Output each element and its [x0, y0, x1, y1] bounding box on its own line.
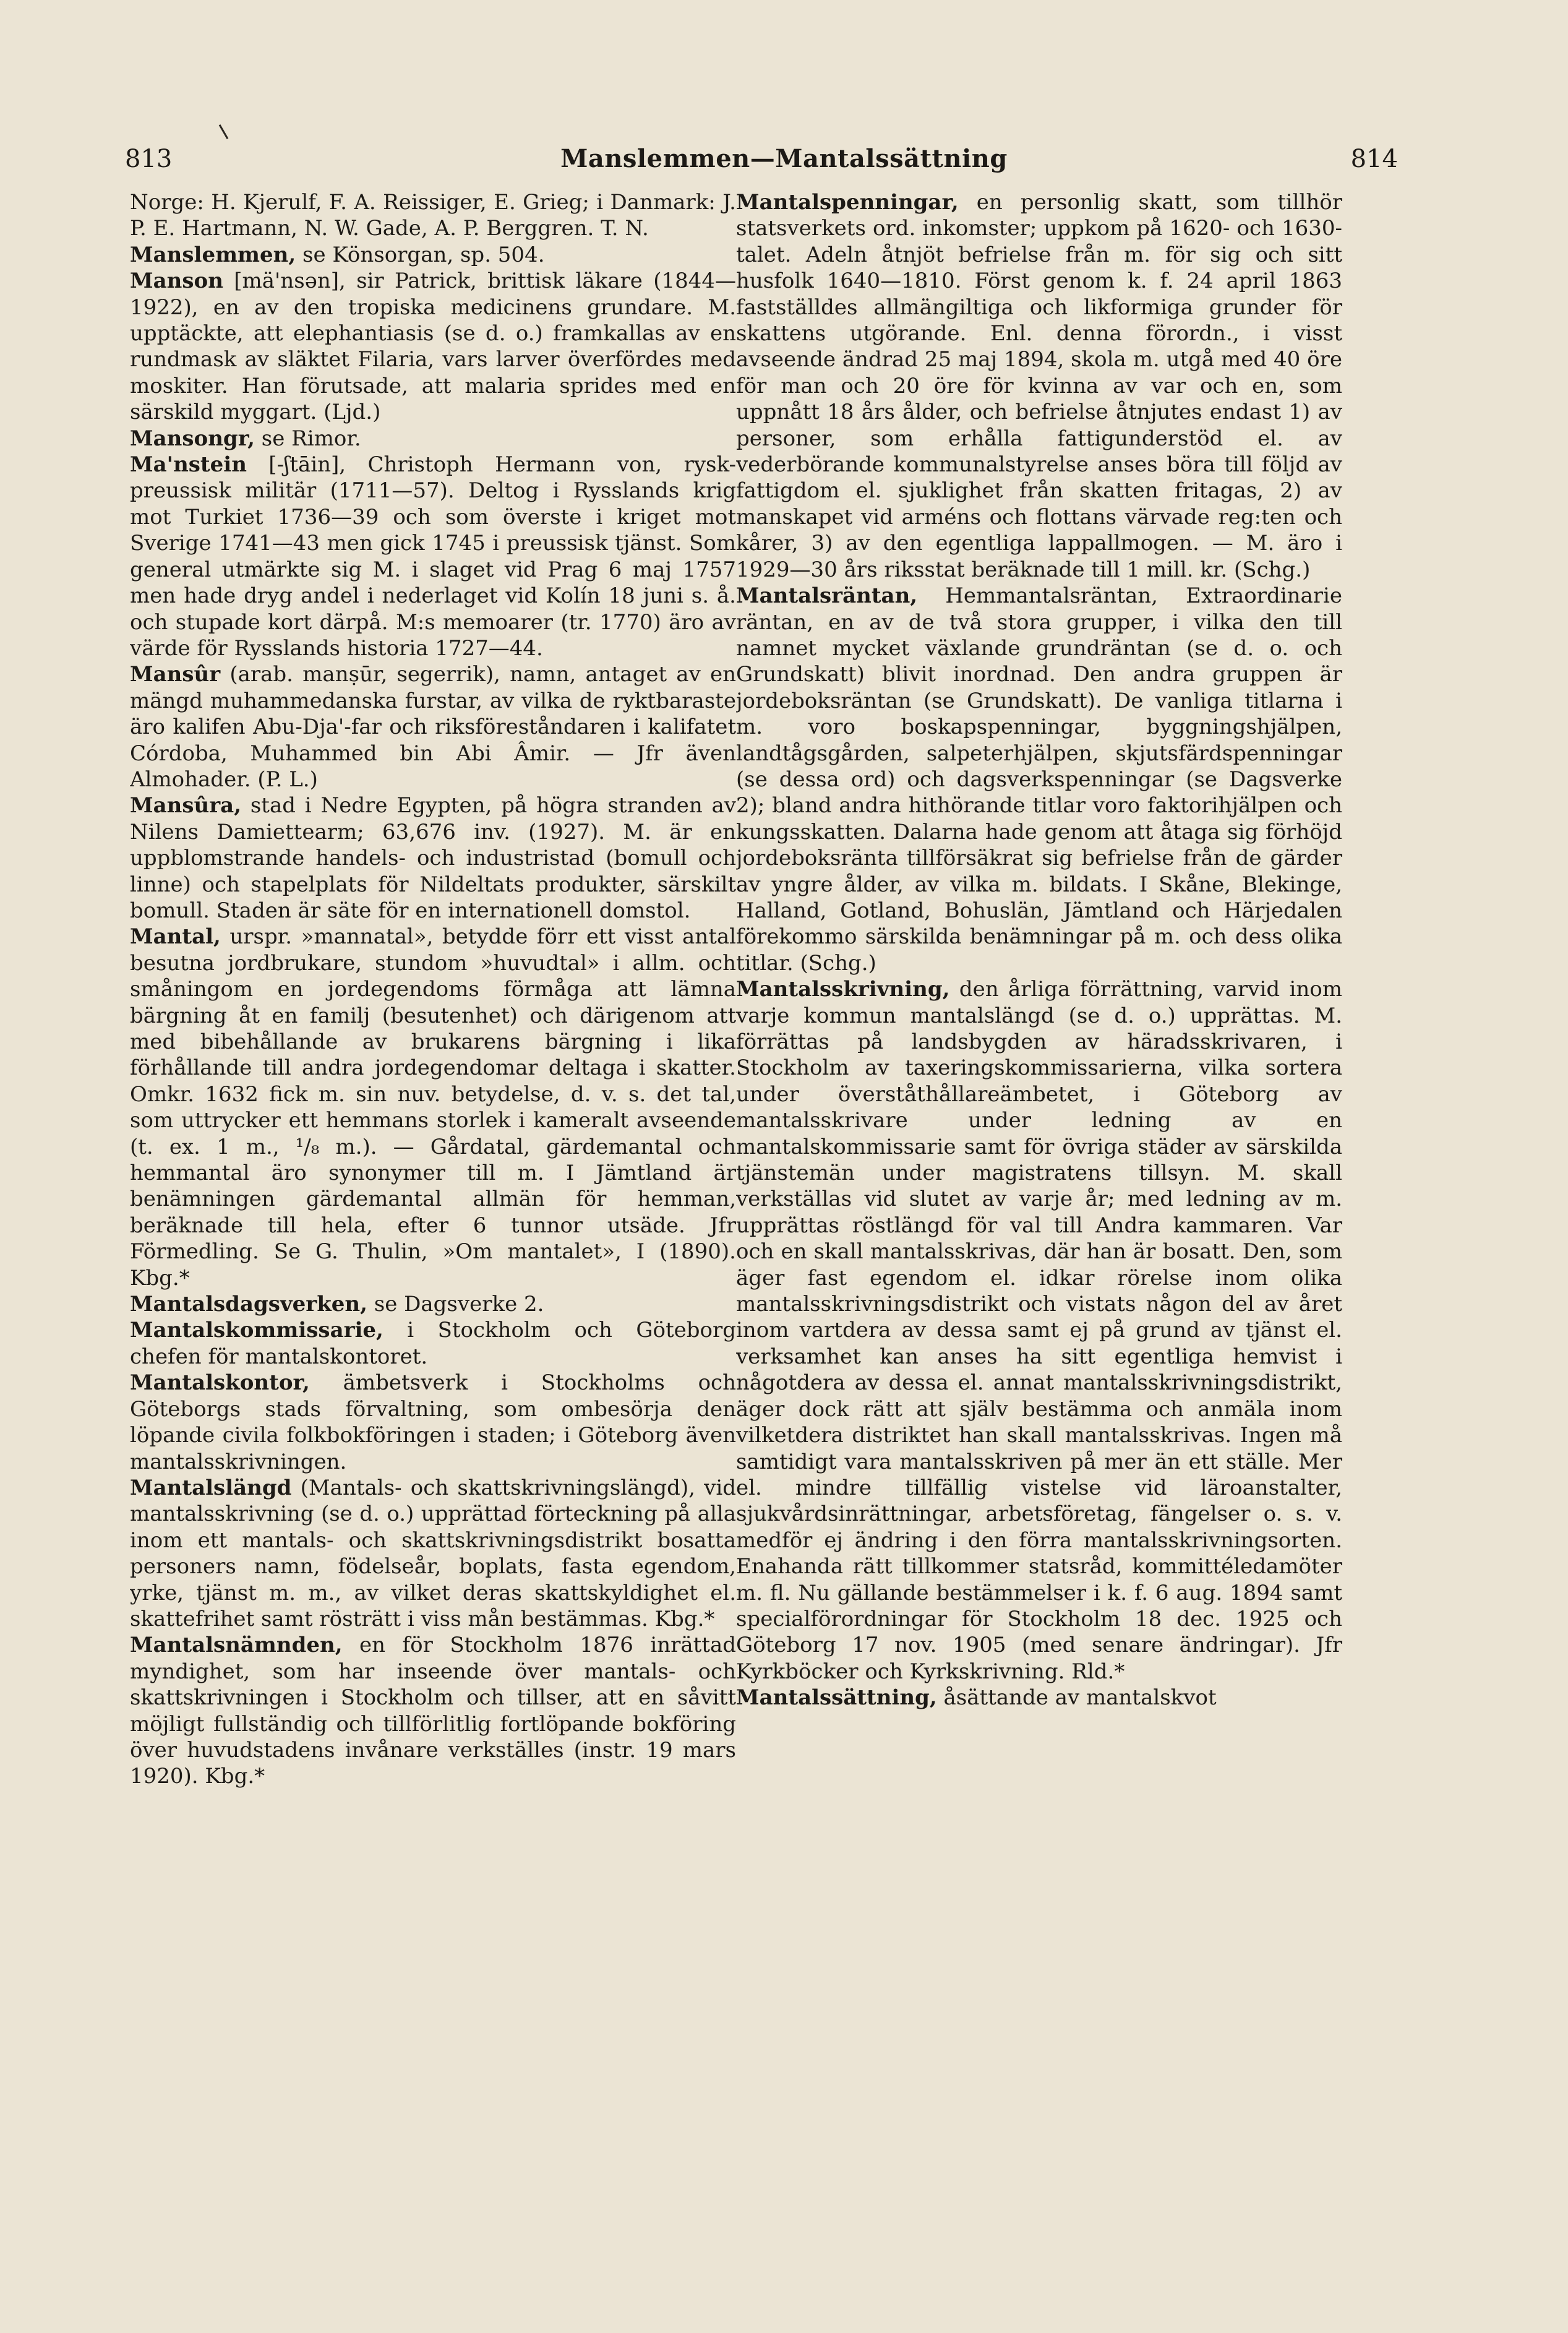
- entry-text: se Rimor.: [254, 426, 361, 451]
- entry-text: urspr. »mannatal», betydde förr ett visst antal besutna jordbrukare, stundom »huvudtal» i allm. och småningom en jordegendoms förmåga att lämna bärgning åt en familj (besutenhet) och därigenom att med bibehållande av brukarens bärgning i lika förhållande till andra jordegendomar deltaga i skatter. Omkr. 1632 fick m. sin nuv. betydelse, d. v. s. det tal, som uttrycker ett hemmans storlek i kameralt avseende (t. ex. 1 m., ¹/₈ m.). — Gårdatal, gärdemantal och hemmantal äro synonymer till m. I Jämtland är benämningen gärdemantal allmän för hemman, beräknade till hela, efter 6 tunnor utsäde. Jfr Förmedling. Se G. Thulin, »Om mantalet», I (1890). Kbg.*: [130, 924, 736, 1291]
- entry-text: åsättande av mantalskvot: [936, 1685, 1217, 1711]
- entry-headword: Mantalslängd: [130, 1475, 292, 1500]
- left-column: [130, 189, 736, 2305]
- dictionary-entry: [736, 976, 1342, 1685]
- dictionary-entry: [130, 1317, 736, 1370]
- entry-headword: Mantalssättning,: [736, 1685, 937, 1711]
- dictionary-entry: [130, 793, 736, 924]
- dictionary-entry: [130, 189, 736, 242]
- dictionary-entry: [130, 924, 736, 1291]
- entry-text: Hemmantalsräntan, Extraordinarie räntan, en av de två stora grupper, i vilka den till namnet mycket växlande grundräntan (se d. o. och Grundskatt) blivit inordnad. Den andra gruppen är jordeboksräntan (se Grundskatt). De vanliga titlarna i m. voro boskapspenningar, byggningshjälpen, landtågsgården, salpeterhjälpen, skjutsfärdspenningar (se dessa ord) och dagsverkspenningar (se Dagsverke 2); bland andra hithörande titlar voro faktorihjälpen och kungsskatten. Dalarna hade genom att åtaga sig förhöjd jordeboksränta tillförsäkrat sig befrielse från de gärder av yngre ålder, av vilka m. bildats. I Skåne, Blekinge, Halland, Gotland, Bohuslän, Jämtland och Härjedalen förekommo särskilda benämningar på m. och dess olika titlar. (Schg.): [736, 583, 1342, 976]
- dictionary-entry: [130, 1632, 736, 1789]
- dictionary-entry: [130, 452, 736, 661]
- dictionary-entry: [130, 1475, 736, 1632]
- entry-headword: Mantalsräntan,: [736, 583, 918, 609]
- entry-text: [mä'nsən], sir Patrick, brittisk läkare (1844—1922), en av den tropiska medicinens grundare. M. upptäckte, att elephantiasis (se d. o.) framkallas av en rundmask av släktet Filaria, vars larver överfördes med moskiter. Han förutsade, att malaria sprides med en särskild myggart. (Ljd.): [130, 269, 736, 425]
- page-number-left: 813: [125, 145, 173, 173]
- entry-headword: Mantalskommissarie,: [130, 1318, 383, 1343]
- entry-text: en för Stockholm 1876 inrättad myndighet, som har inseende över mantals- och skattskrivningen i Stockholm och tillser, att en såvitt möjligt fullständig och tillförlitlig fortlöpande bokföring över huvudstadens invånare verkställes (instr. 19 mars 1920). Kbg.*: [130, 1633, 736, 1789]
- entry-headword: Mantal,: [130, 924, 221, 950]
- entry-headword: Mantalsnämnden,: [130, 1633, 343, 1658]
- page-number-right: 814: [1350, 145, 1398, 173]
- entry-headword: Mantalsskrivning,: [736, 977, 950, 1002]
- entry-headword: Mantalskontor,: [130, 1370, 310, 1396]
- dictionary-entry: [130, 661, 736, 793]
- entry-text: [-ʃtāin], Christoph Hermann von, rysk-preussisk militär (1711—57). Deltog i Rysslands krig mot Turkiet 1736—39 och som överste i kriget mot Sverige 1741—43 men gick 1745 i preussisk tjänst. Som general utmärkte sig M. i slaget vid Prag 6 maj 1757 men hade dryg andel i nederlaget vid Kolín 18 juni s. å. och stupade kort därpå. M:s memoarer (tr. 1770) äro av värde för Rysslands historia 1727—44.: [130, 452, 736, 661]
- dictionary-entry: [130, 426, 736, 452]
- running-title: Manslemmen—Mantalssättning: [560, 144, 1008, 173]
- entry-headword: Ma'nstein: [130, 452, 247, 478]
- dictionary-entry: [130, 1370, 736, 1475]
- dictionary-entry: [130, 1291, 736, 1317]
- entry-headword: Mantalspenningar,: [736, 190, 959, 215]
- entry-text: (Mantals- och skattskrivningslängd), vid mantalsskrivning (se d. o.) upprättad förteckning på alla inom ett mantals- och skattskrivningsdistrikt bosatta personers namn, födelseår, boplats, fasta egendom, yrke, tjänst m. m., av vilket deras skattskyldighet el. skattefrihet samt rösträtt i viss mån bestämmas. Kbg.*: [130, 1475, 736, 1631]
- dictionary-entry: [130, 242, 736, 268]
- right-column: [736, 189, 1342, 2305]
- dictionary-entry: [736, 583, 1342, 976]
- entry-headword: Manson: [130, 269, 223, 294]
- dictionary-entry: [130, 268, 736, 425]
- margin-mark: [219, 124, 229, 139]
- entry-text: se Dagsverke 2.: [367, 1292, 544, 1317]
- entry-headword: Mantalsdagsverken,: [130, 1292, 367, 1317]
- entry-text: den årliga förrättning, varvid inom varje kommun mantalslängd (se d. o.) upprättas. M. förrättas på landsbygden av häradsskrivaren, i Stockholm av taxeringskommissarierna, vilka sortera under överståthållareämbetet, i Göteborg av mantalsskrivare under ledning av en mantalskommissarie samt för övriga städer av särskilda tjänstemän under magistratens tillsyn. M. skall verkställas vid slutet av varje år; med ledning av m. upprättas röstlängd för val till Andra kammaren. Var och en skall mantalsskrivas, där han är bosatt. Den, som äger fast egendom el. idkar rörelse inom olika mantalsskrivningsdistrikt och vistats någon del av året inom vartdera av dessa samt ej på grund av tjänst el. verksamhet kan anses ha sitt egentliga hemvist i någotdera av dessa el. annat mantalsskrivningsdistrikt, äger dock rätt att själv bestämma och anmäla inom vilketdera distriktet han skall mantalsskrivas. Ingen må samtidigt vara mantalsskriven på mer än ett ställe. Mer el. mindre tillfällig vistelse vid läroanstalter, sjukvårdsinrättningar, arbetsföretag, fängelser o. s. v. medför ej ändring i den förra mantalsskrivningsorten. Enahanda rätt tillkommer statsråd, kommittéledamöter m. fl. Nu gällande bestämmelser i k. f. 6 aug. 1894 samt specialförordningar för Stockholm 18 dec. 1925 och Göteborg 17 nov. 1905 (med senare ändringar). Jfr Kyrkböcker och Kyrkskrivning. Rld.*: [736, 977, 1342, 1684]
- entry-text: ämbetsverk i Stockholms och Göteborgs stads förvaltning, som ombesörja den löpande civila folkbokföringen i staden; i Göteborg även mantalsskrivningen.: [130, 1370, 736, 1474]
- entry-text: stad i Nedre Egypten, på högra stranden av Nilens Damiettearm; 63,676 inv. (1927). M. är en uppblomstrande handels- och industristad (bomull och linne) och stapelplats för Nildeltats produkter, särskilt bomull. Staden är säte för en internationell domstol.: [130, 793, 736, 923]
- entry-text: (arab. manṣūr, segerrik), namn, antaget av en mängd muhammedanska furstar, av vilka de ryktbaraste äro kalifen Abu-Dja'-far och riksföreståndaren i kalifatet Córdoba, Muhammed bin Abi Âmir. — Jfr även Almohader. (P. L.): [130, 662, 736, 792]
- entry-text: i Stockholm och Göteborg chefen för mantalskontoret.: [130, 1318, 736, 1369]
- entry-headword: Manslemmen,: [130, 242, 296, 267]
- dictionary-entry: [736, 189, 1342, 583]
- entry-headword: Mansûr: [130, 662, 221, 687]
- dictionary-entry: [736, 1685, 1342, 1711]
- entry-text: en personlig skatt, som tillhör statsverkets ord. inkomster; uppkom på 1620- och 1630-talet. Adeln åtnjöt befrielse från m. för sig och sitt husfolk 1640—1810. Först genom k. f. 24 april 1863 fastställdes allmängiltiga och likformiga grunder för skattens utgörande. Enl. denna förordn., i visst avseende ändrad 25 maj 1894, skola m. utgå med 40 öre för man och 20 öre för kvinna av var och en, som uppnått 18 års ålder, och befrielse åtnjutes endast 1) av personer, som erhålla fattigunderstöd el. av vederbörande kommunalstyrelse anses böra till följd av fattigdom el. sjuklighet från skatten fritagas, 2) av manskapet vid arméns och flottans värvade reg:ten och kårer, 3) av den egentliga lappallmogen. — M. äro i 1929—30 års riksstat beräknade till 1 mill. kr. (Schg.): [736, 190, 1342, 582]
- entry-headword: Mansongr,: [130, 426, 255, 451]
- entry-text: Norge: H. Kjerulf, F. A. Reissiger, E. Grieg; i Danmark: J. P. E. Hartmann, N. W. Gade, A. P. Berggren. T. N.: [130, 190, 736, 241]
- entry-headword: Mansûra,: [130, 793, 242, 818]
- entry-text: se Könsorgan, sp. 504.: [296, 242, 545, 267]
